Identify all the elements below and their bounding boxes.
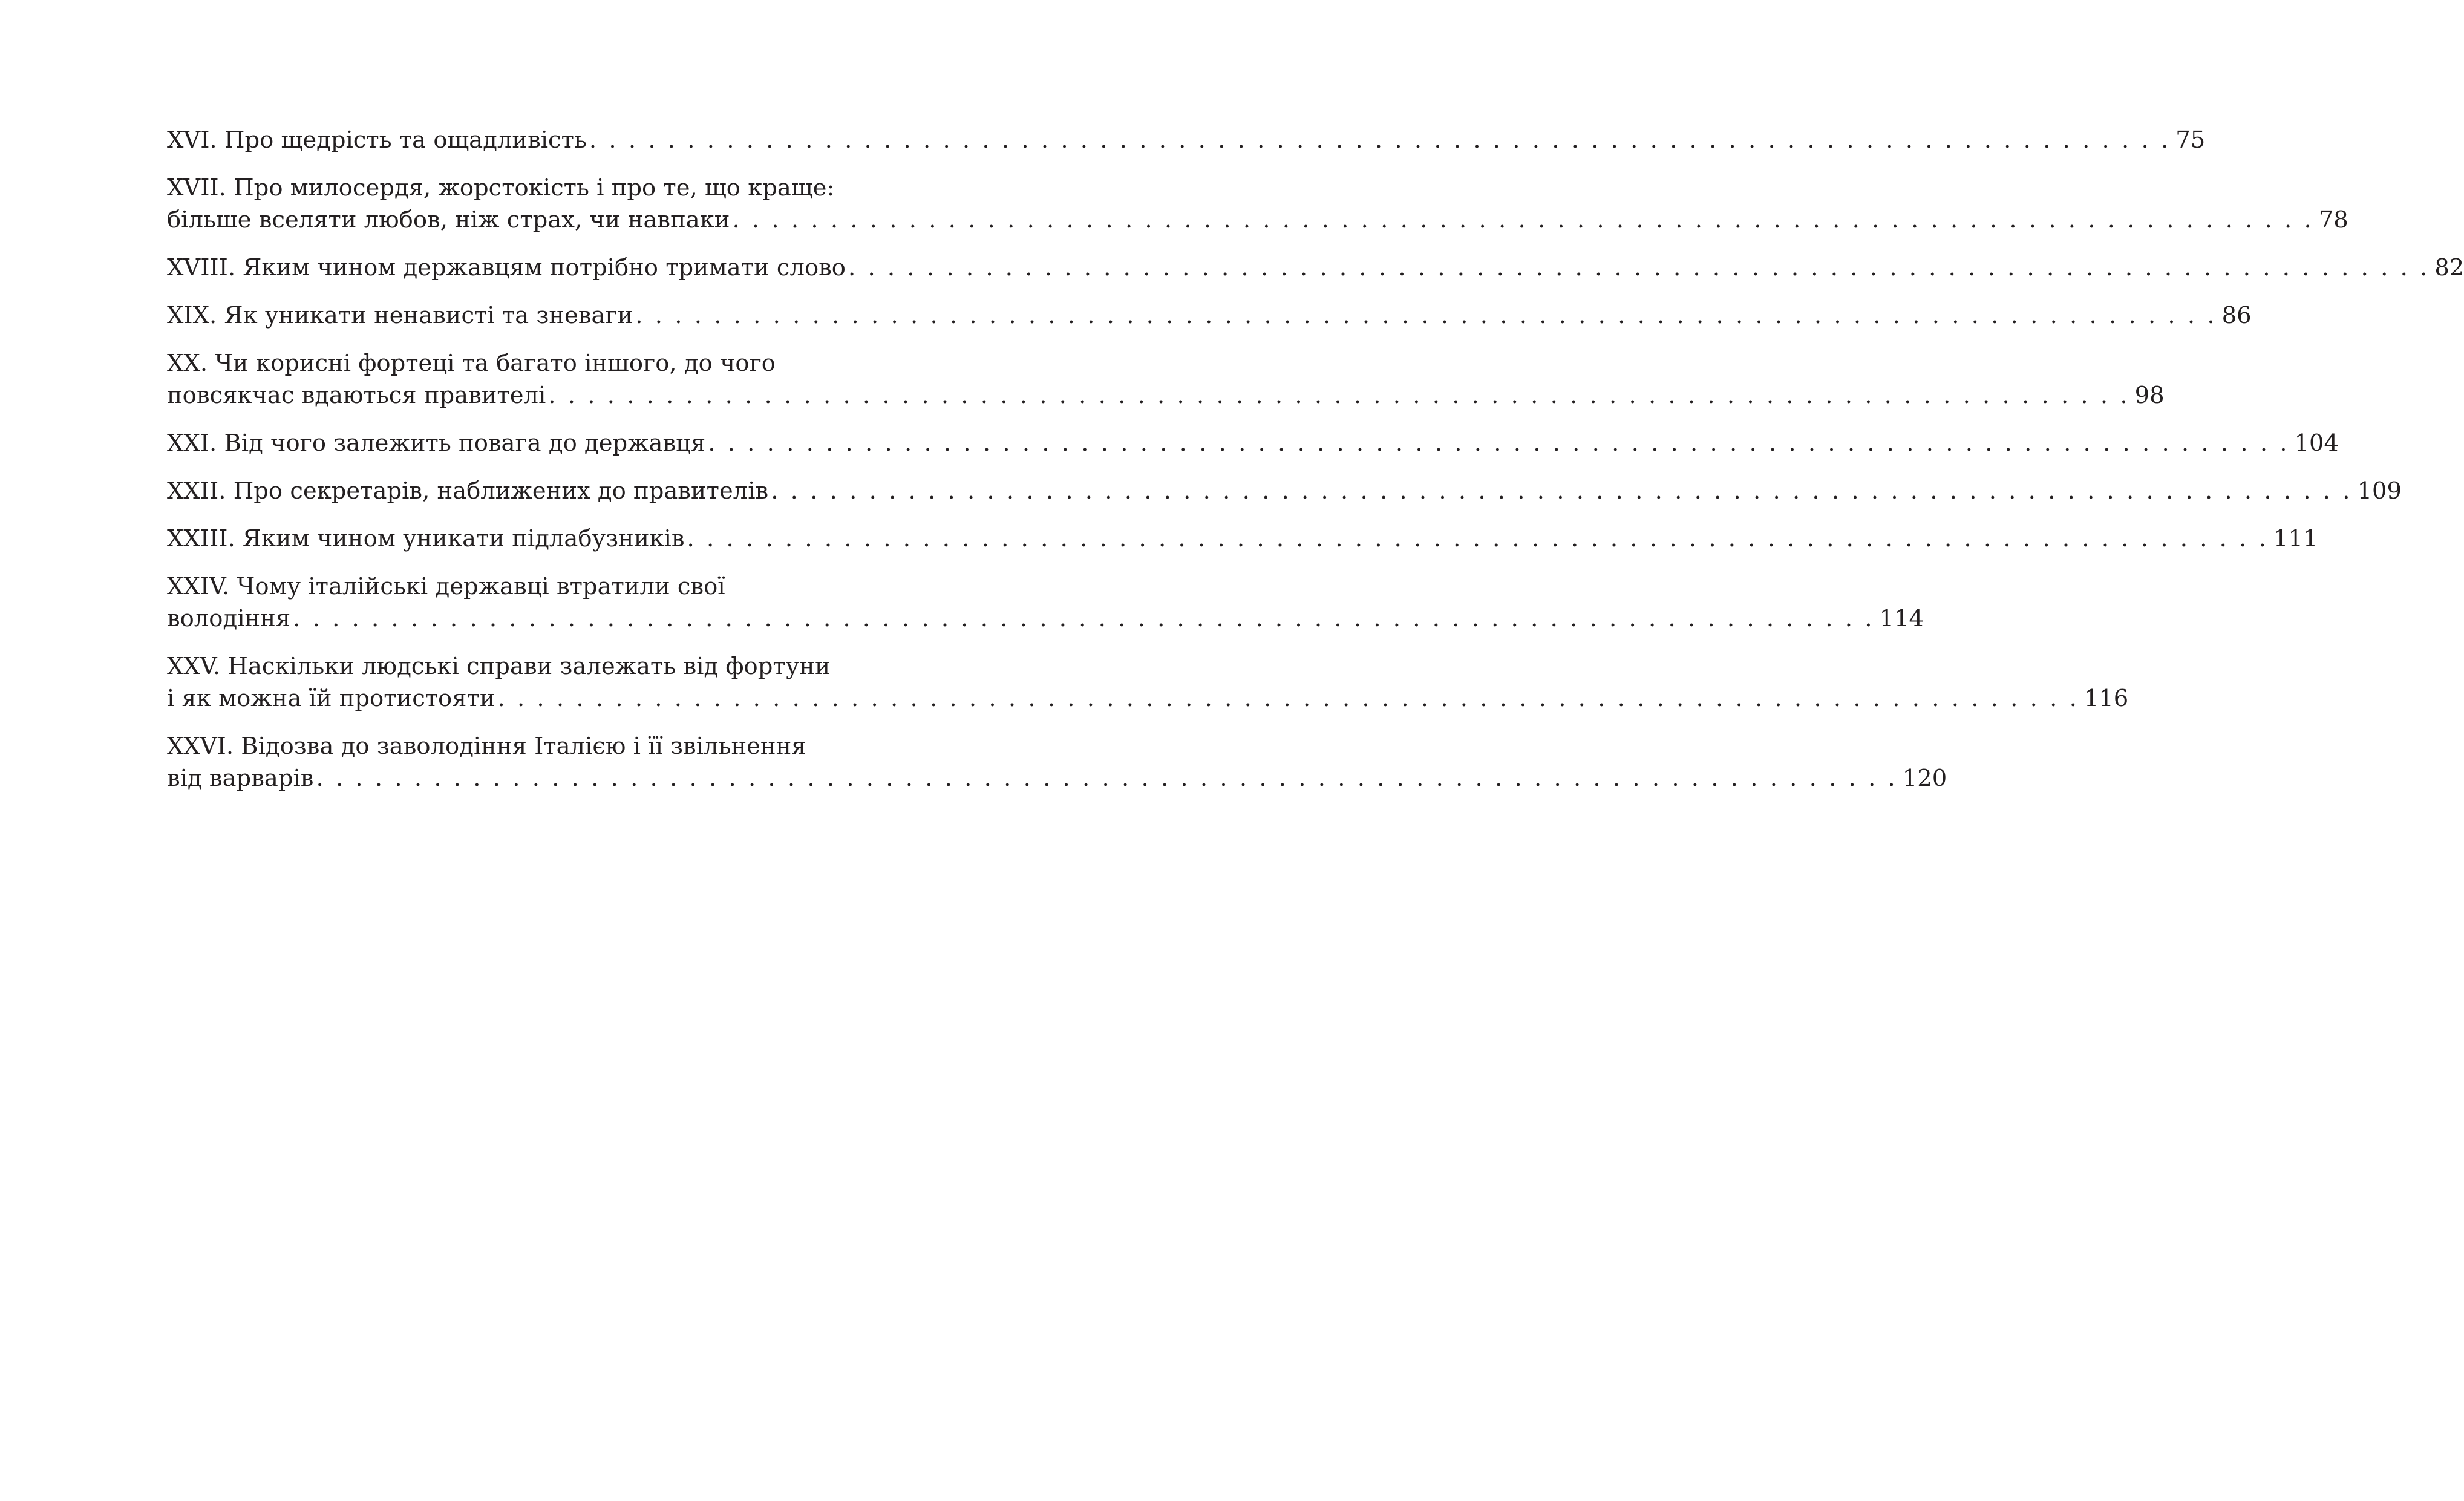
toc-entry [167, 172, 2348, 236]
toc-page-number: 109 [2357, 477, 2402, 505]
toc-entry-title: володіння [167, 605, 291, 632]
toc-entry-line [167, 571, 878, 603]
toc-entry-title: повсякчас вдаються правителі [167, 382, 546, 409]
toc-entry [167, 427, 2339, 459]
toc-entry-title: XXI. Від чого залежить повага до державця [167, 430, 706, 457]
dot-leader [495, 682, 2083, 715]
toc-entry-title: і як можна їй протистояти [167, 685, 495, 712]
dot-leader [290, 603, 1879, 635]
toc-entry [167, 252, 2464, 284]
toc-page-number: 111 [2273, 525, 2318, 552]
toc-page-number: 98 [2134, 382, 2165, 409]
toc-entry-title: XXII. Про секретарів, наближених до правителів [167, 477, 769, 505]
toc-entry-title: XVII. Про милосердя, жорстокість і про те, що краще: [167, 174, 835, 201]
dot-leader [705, 427, 2294, 459]
dot-leader [846, 252, 2434, 284]
toc-page-number: 75 [2175, 126, 2206, 154]
toc-entry-line [167, 172, 878, 204]
toc-page-number: 82 [2434, 254, 2464, 281]
dot-leader [768, 475, 2357, 507]
toc-entry-line [167, 730, 878, 762]
toc-entry-title: XXV. Наскільки людські справи залежать від фортуни [167, 653, 831, 680]
toc-entry [167, 571, 1924, 635]
toc-entry-line [167, 650, 878, 682]
toc-entry-line [167, 427, 2339, 459]
toc-page-number: 120 [1902, 765, 1947, 792]
toc-entry [167, 730, 1947, 794]
toc-entry-title: XXVI. Відозва до заволодіння Італією і її звільнення [167, 733, 806, 760]
toc-entry-title: більше вселяти любов, ніж страх, чи навпаки [167, 206, 730, 234]
toc-entry [167, 347, 2165, 411]
toc-entry-title: XVI. Про щедрість та ощадливість [167, 126, 587, 154]
toc-entry [167, 523, 2318, 555]
dot-leader [730, 204, 2318, 236]
toc-page-number: 114 [1879, 605, 1924, 632]
table-of-contents [167, 124, 2464, 810]
toc-entry-line [167, 475, 2402, 507]
toc-entry-line [167, 204, 2348, 236]
toc-entry-title: XXIII. Яким чином уникати підлабузників [167, 525, 685, 552]
toc-entry [167, 650, 2129, 715]
dot-leader [313, 762, 1902, 794]
toc-page-number: 104 [2294, 430, 2339, 457]
toc-page-number: 78 [2318, 206, 2348, 234]
toc-entry-title: XX. Чи корисні фортеці та багато іншого, до чого [167, 350, 776, 377]
toc-entry [167, 299, 2252, 332]
toc-entry-line [167, 682, 2129, 715]
toc-entry-title: XIX. Як уникати ненависті та зневаги [167, 302, 633, 329]
toc-entry-line [167, 762, 1947, 794]
toc-entry-line [167, 252, 2464, 284]
toc-entry-line [167, 299, 2252, 332]
toc-entry-line [167, 603, 1924, 635]
toc-entry-title: XVIII. Яким чином державцям потрібно тримати слово [167, 254, 846, 281]
toc-page-number: 86 [2221, 302, 2252, 329]
toc-entry [167, 124, 2206, 156]
toc-entry-line [167, 124, 2206, 156]
dot-leader [587, 124, 2175, 156]
toc-entry-line [167, 347, 878, 379]
dot-leader [633, 299, 2221, 332]
toc-page-number: 116 [2083, 685, 2129, 712]
toc-entry-line [167, 523, 2318, 555]
toc-entry-line [167, 379, 2165, 411]
dot-leader [685, 523, 2273, 555]
toc-entry-title: XXIV. Чому італійські державці втратили свої [167, 573, 725, 600]
dot-leader [546, 379, 2134, 411]
toc-entry-title: від варварів [167, 765, 314, 792]
toc-entry [167, 475, 2402, 507]
